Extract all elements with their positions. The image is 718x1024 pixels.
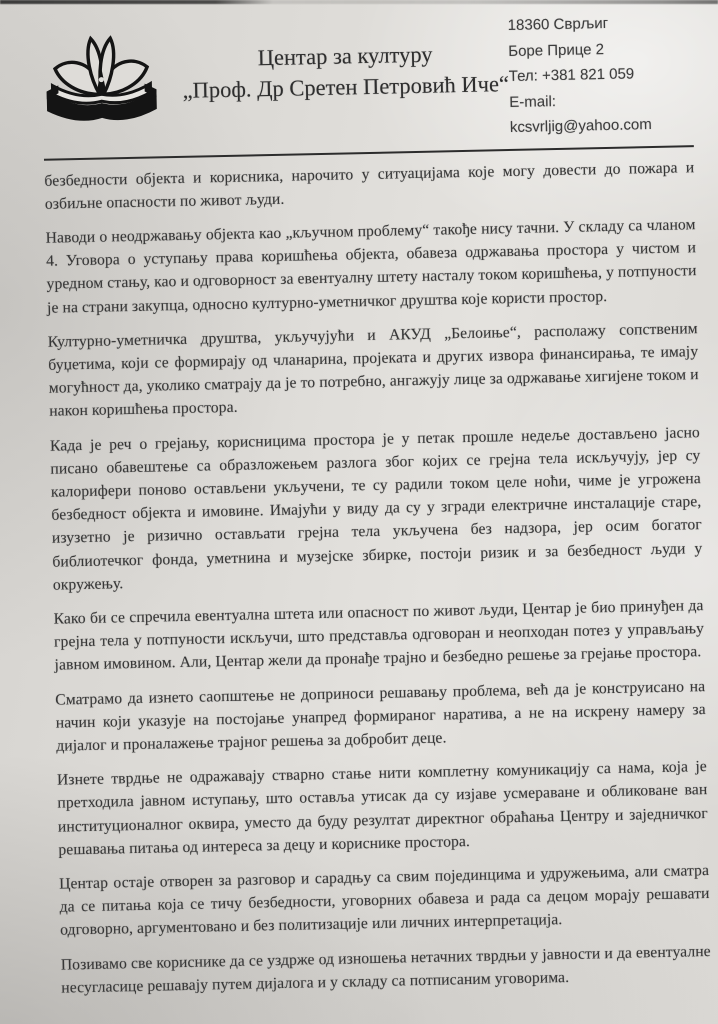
org-title	[181, 11, 509, 106]
letter-paragraph: Како би се спречила евентуална штета или опасност по живот људи, Центар је био принуђен да грејна тела у потпуности искључи, што представља одговоран и неопходан потез у управљању јавном имовином. Али, Центар жели да пронађе трајно и безбедно решење за грејање простора.	[53, 597, 705, 675]
org-title-line2: „Проф. Др Сретен Петровић Иче“	[182, 71, 510, 103]
letter-paragraph: Центар остаје отворен за разговор и сарадњу са свим појединцима и удружењима, али сматра да се питања која се тичу безбедности, уговорних обавеза и рада са децом морају решавати одговорно, аргументовано и без политизације или личних интерпретација.	[58, 861, 710, 939]
letter-paragraph: Позивамо све кориснике да се уздрже од изношења нетачних тврдњи у јавности и да евентуалне несугласице решавају путем дијалога и у складу са потписаним уговорима.	[60, 942, 711, 997]
letter-paragraph: безбедности објекта и корисника, нарочито у ситуацијама које могу довести до пожара и озбиљне опасности по живот људи.	[44, 158, 695, 213]
contact-info	[507, 7, 718, 141]
open-book-with-pen-logo	[41, 18, 183, 133]
letter-paragraph: Наводи о неодржавању објекта као „кључном проблему“ такође нису тачни. У складу са чланом 4. Уговора о уступању права коришћења објекта, обавеза одржавања простора у чистом и уредном стању, као и одговорност за евентуалну штету насталу током коришћења, у потпуности је на страни закупца, односно културно-уметничког друштва које користи простор.	[45, 216, 697, 317]
photo-top-edge-shadow	[0, 0, 718, 4]
contact-postal: 18360 Сврљиг	[507, 14, 609, 35]
org-title-line1: Центар за културу	[257, 41, 433, 71]
letter-paragraph: Када је реч о грејању, корисницима простора је у петак прошле недеље достављено јасно писано обавештење са образложењем разлога због којих се грејна тела искључују, јер су калорифери поново остављени укључени, те су радили током целе ноћи, чиме је угрожена безбедност објекта и имовине. Имајући у виду да су у згради електричне инсталације старе, изузетно је ризично остављати грејна тела укључена без надзора, јер осим богатог библиотечког фонда, уметнина и музејске збирке, постоји ризик и за безбедност људи у окружењу.	[49, 423, 703, 594]
contact-email-label: E-mail:	[509, 92, 557, 111]
letter-paragraph: Културно-уметничка друштва, укључујући и АКУД „Белоиње“, располажу сопственим буџетима, који се формирају од чланарина, пројеката и других извора финансирања, те имају могућност да, уколико сматрају да је то потребно, ангажују лице за одржавање хигијене током и након коришћења простора.	[47, 319, 699, 421]
letter-paragraph: Сматрамо да изнето саопштење не доприноси решавању проблема, већ да је конструисано на начин који указује на постојање унапред формираног наратива, а не на искрену намеру за дијалог и проналажење трајног решења за добробит деце.	[55, 677, 706, 755]
contact-phone: Тел: +381 821 059	[508, 65, 635, 86]
contact-street: Боре Прице 2	[508, 40, 605, 60]
contact-email: kcsvrljig@yahoo.com	[509, 116, 652, 137]
letter-paragraph: Изнете тврдње не одражавају стварно стање нити комплетну комуникацију са нама, која је претходила јавном иступању, што оставља утисак да су изјаве усмераване и обликоване ван институционалног оквира, уместо да буду резултат директног обраћања Центру и заједничког решавања питања од интереса за децу и кориснике простора.	[56, 758, 708, 859]
letterhead	[41, 7, 694, 150]
letter-sheet	[41, 7, 712, 1010]
letter-body	[44, 156, 711, 1000]
